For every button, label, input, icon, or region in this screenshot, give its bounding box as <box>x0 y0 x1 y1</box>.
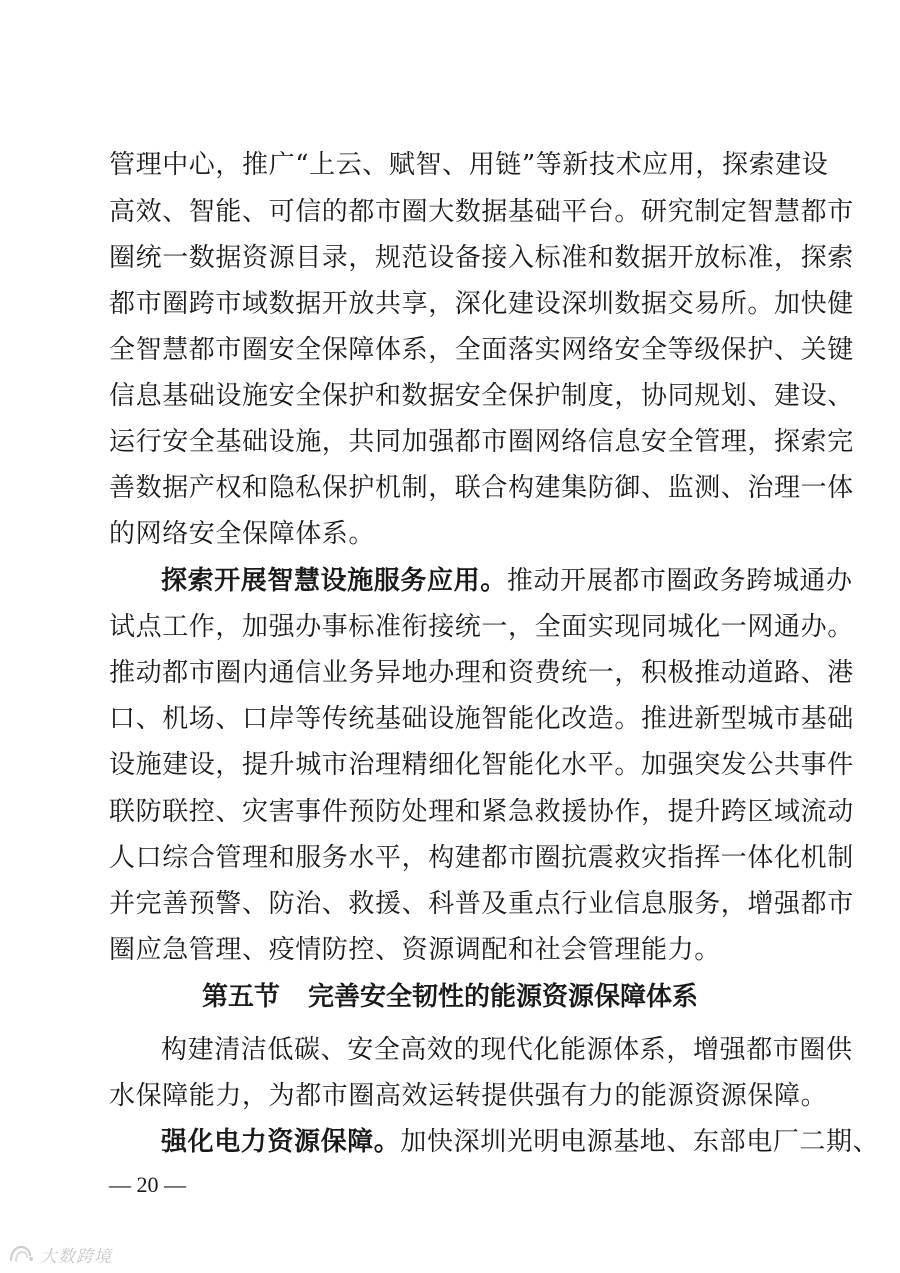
paragraph-first-line: 构建清洁低碳、安全高效的现代化能源体系，增强都市圈供 <box>161 1035 853 1065</box>
body-line: 试点工作，加强办事标准衔接统一，全面实现同城化一网通办。 <box>109 612 854 642</box>
body-line: 圈应急管理、疫情防控、资源调配和社会管理能力。 <box>109 935 721 965</box>
watermark-text: 大数跨境 <box>40 1246 112 1267</box>
body-line: 运行安全基础设施，共同加强都市圈网络信息安全管理，探索完 <box>109 427 854 457</box>
body-text: 推动开展都市圈政务跨城通办 <box>506 566 853 596</box>
watermark <box>8 1240 112 1268</box>
body-text: 加快深圳光明电源基地、东部电厂二期、 <box>400 1127 880 1157</box>
section-title: 完善安全韧性的能源资源保障体系 <box>308 982 699 1012</box>
body-line: 推动都市圈内通信业务异地办理和资费统一，积极推动道路、港 <box>109 658 854 688</box>
body-line: 联防联控、灾害事件预防处理和紧急救援协作，提升跨区域流动 <box>109 797 854 827</box>
body-line: 全智慧都市圈安全保障体系，全面落实网络安全等级保护、关键 <box>109 335 854 365</box>
body-line: 人口综合管理和服务水平，构建都市圈抗震救灾指挥一体化机制 <box>109 843 854 873</box>
section-number: 第五节 <box>201 982 280 1012</box>
body-line: 管理中心，推广“上云、赋智、用链”等新技术应用，探索建设 <box>109 150 829 180</box>
paragraph-first-line <box>161 1127 880 1157</box>
body-line: 水保障能力，为都市圈高效运转提供强有力的能源资源保障。 <box>109 1081 828 1111</box>
body-line: 信息基础设施安全保护和数据安全保护制度，协同规划、建设、 <box>109 381 854 411</box>
body-line: 设施建设，提升城市治理精细化智能化水平。加强突发公共事件 <box>109 750 854 780</box>
bold-lead: 探索开展智慧设施服务应用。 <box>161 566 507 596</box>
body-line: 并完善预警、防治、救援、科普及重点行业信息服务，增强都市 <box>109 889 854 919</box>
bold-lead: 强化电力资源保障。 <box>161 1127 401 1157</box>
paragraph-first-line <box>161 566 853 596</box>
section-heading <box>0 982 900 1012</box>
page-number: — 20 — <box>109 1172 186 1197</box>
body-line: 口、机场、口岸等传统基础设施智能化改造。推进新型城市基础 <box>109 704 854 734</box>
body-line: 圈统一数据资源目录，规范设备接入标准和数据开放标准，探索 <box>109 243 854 273</box>
body-line: 的网络安全保障体系。 <box>109 519 376 549</box>
body-line: 都市圈跨市域数据开放共享，深化建设深圳数据交易所。加快健 <box>109 289 854 319</box>
watermark-logo-icon <box>8 1244 34 1264</box>
body-line: 善数据产权和隐私保护机制，联合构建集防御、监测、治理一体 <box>109 473 854 503</box>
body-line: 高效、智能、可信的都市圈大数据基础平台。研究制定智慧都市 <box>109 197 854 227</box>
